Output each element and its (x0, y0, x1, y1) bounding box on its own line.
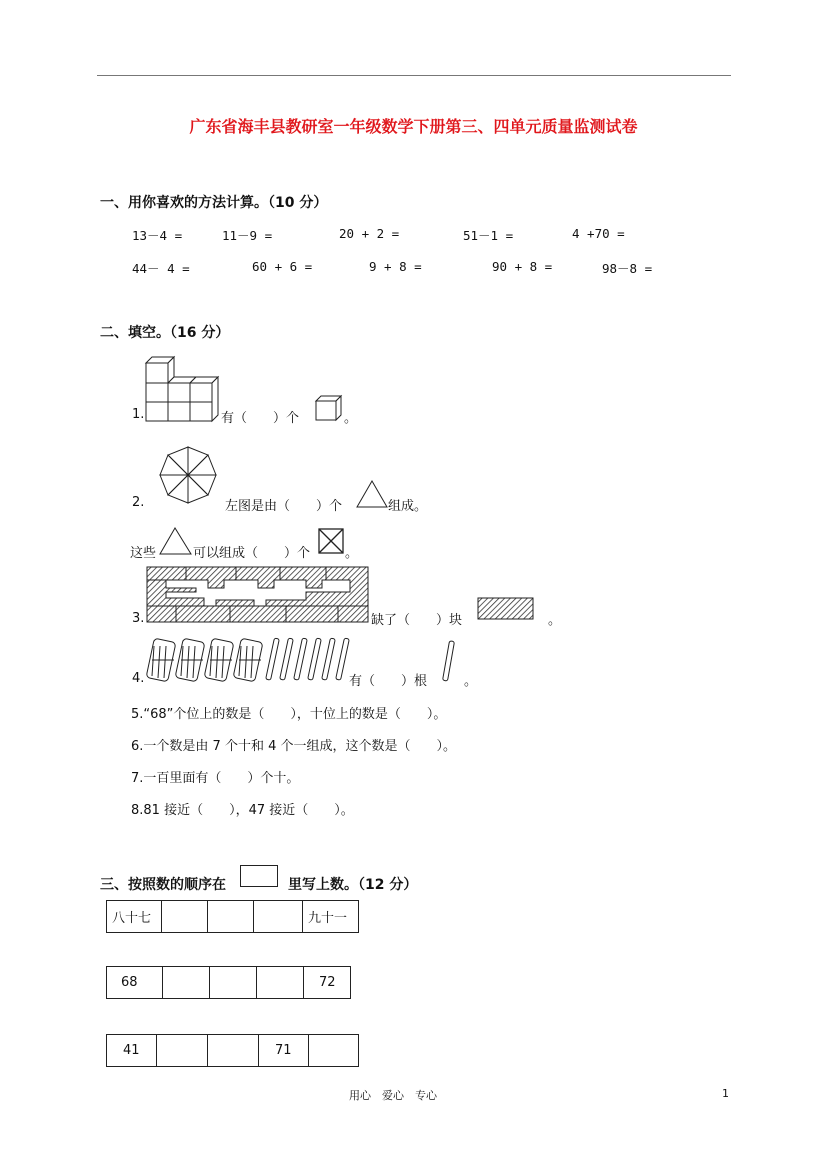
table-cell: 72 (304, 967, 351, 999)
section1-heading: 一、用你喜欢的方法计算。（10 分） (100, 195, 328, 211)
q2-text: 左图是由（ ）个 (225, 499, 343, 514)
calc-item: 20 + 2 = (339, 226, 400, 241)
table-cell-blank[interactable] (162, 901, 208, 933)
q2-end: 组成。 (388, 499, 428, 514)
q7-text: 7.一百里面有（ ）个十。 (131, 771, 300, 786)
calc-item: 4 +70 = (572, 226, 625, 241)
footer-motto: 用心 爱心 专心 (349, 1089, 437, 1102)
table-cell-blank[interactable] (257, 967, 304, 999)
table-cell: 九十一 (303, 901, 359, 933)
table-cell-blank[interactable] (210, 967, 257, 999)
page-number: 1 (722, 1087, 729, 1100)
q3-number: 3. (132, 611, 145, 626)
q2-number: 2. (132, 495, 145, 510)
section2-heading: 二、填空。（16 分） (100, 325, 230, 341)
brick-wall-figure (146, 566, 370, 624)
sequence-table-2 (106, 966, 351, 999)
blank-box-icon (240, 865, 278, 887)
q2b-text: 这些 (130, 546, 157, 561)
table-cell-blank[interactable] (208, 1035, 259, 1067)
header-rule (97, 75, 731, 76)
calc-item: 11－9 = (222, 228, 273, 243)
q8-text: 8.81 接近（ ），47 接近（ ）。 (131, 803, 354, 818)
q3-text: 缺了（ ）块 (371, 613, 463, 628)
triangle-icon (356, 480, 388, 508)
cube-icon (316, 396, 344, 422)
q6-text: 6.一个数是由 7 个十和 4 个一组成，这个数是（ ）。 (131, 739, 456, 754)
q5-text: 5.“68”个位上的数是（ ），十位上的数是（ ）。 (131, 707, 447, 722)
calc-item: 60 + 6 = (252, 259, 313, 274)
calc-item: 90 + 8 = (492, 259, 553, 274)
table-cell-blank[interactable] (208, 901, 254, 933)
q3-end: 。 (548, 613, 562, 628)
table-cell-blank[interactable] (157, 1035, 208, 1067)
page-title: 广东省海丰县教研室一年级数学下册第三、四单元质量监测试卷 (189, 117, 638, 136)
calc-item: 44－ 4 = (132, 261, 190, 276)
table-cell: 71 (259, 1035, 309, 1067)
q4-end: 。 (464, 674, 478, 689)
calc-item: 51－1 = (463, 228, 514, 243)
q1-number: 1. (132, 407, 145, 422)
section3-heading: 三、按照数的顺序在 (100, 877, 226, 893)
brick-icon (477, 597, 535, 621)
table-cell: 68 (107, 967, 163, 999)
pinwheel-figure (156, 445, 220, 505)
table-cell-blank[interactable] (163, 967, 210, 999)
triangle-icon (159, 527, 192, 555)
q1-end: 。 (344, 411, 358, 426)
table-cell: 八十七 (107, 901, 162, 933)
crossed-square-icon (318, 528, 344, 554)
table-cell-blank[interactable] (309, 1035, 359, 1067)
q4-text: 有（ ）根 (349, 674, 428, 689)
table-cell: 41 (107, 1035, 157, 1067)
calc-item: 13－4 = (132, 228, 183, 243)
sequence-table-1 (106, 900, 359, 933)
table-cell-blank[interactable] (254, 901, 303, 933)
q2b-text-mid: 可以组成（ ）个 (193, 546, 311, 561)
q2b-end: 。 (345, 546, 359, 561)
section3-heading-end: 里写上数。（12 分） (288, 877, 418, 893)
q4-number: 4. (132, 671, 145, 686)
sequence-table-3 (106, 1034, 359, 1067)
sticks-bundles-figure (146, 636, 350, 684)
calc-item: 98－8 = (602, 261, 653, 276)
stick-icon (442, 640, 456, 684)
calc-item: 9 + 8 = (369, 259, 422, 274)
cube-stack-figure (146, 355, 216, 423)
q1-text: 有（ ）个 (221, 411, 300, 426)
